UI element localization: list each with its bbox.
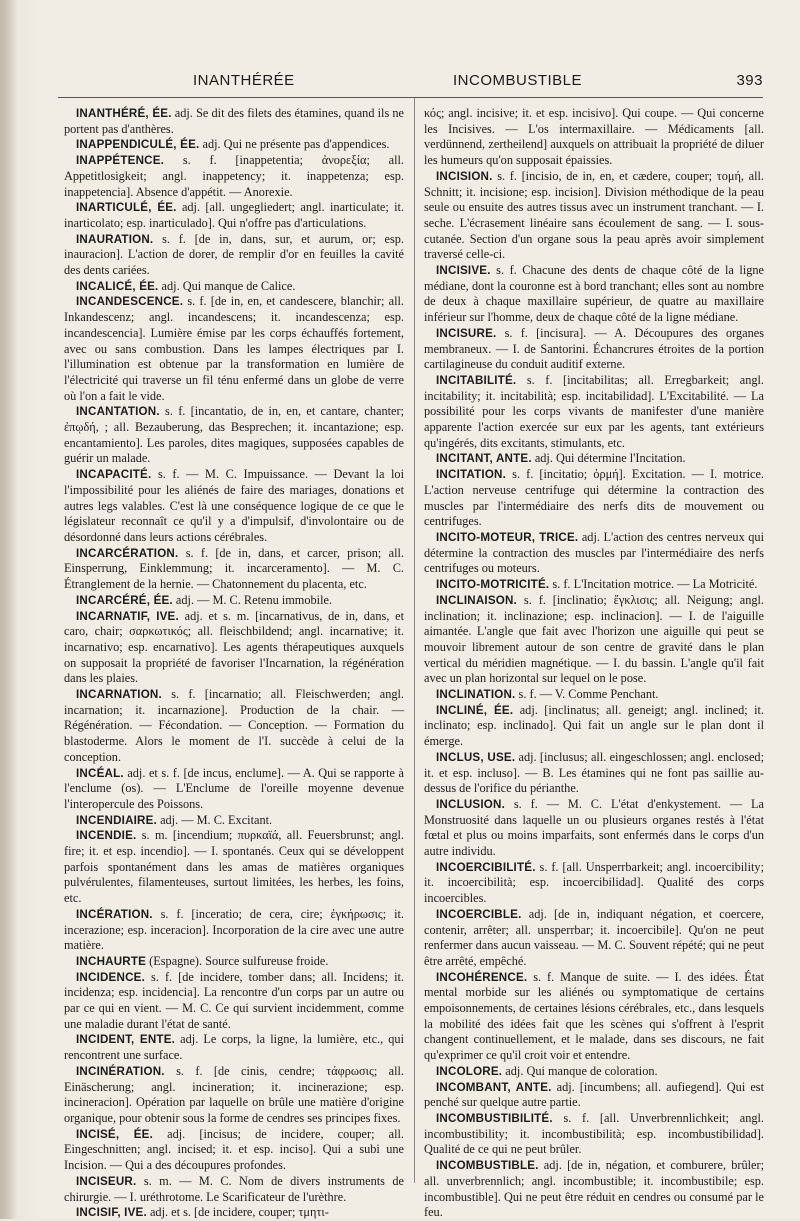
entry-definition: adj. [incumbens; all. aufiegend]. Qui est penché sur quelque autre partie. bbox=[424, 1079, 764, 1110]
dictionary-entry bbox=[64, 828, 404, 907]
entry-headword: INCENDIE. bbox=[76, 829, 137, 843]
entry-definition: adj. et s. m. [incarnativus, de in, dans, et caro, chair; σαρκωτικός; all. fleischbildend; angl. incarnative; it. incarnativo; esp. encarnativo]. Les agents thérapeutiques auxquels on supposait la propriété de favoriser l'Incarnation, la régénération dans les plaies. bbox=[64, 608, 405, 686]
entry-headword: INAPPÉTENCE. bbox=[76, 154, 165, 168]
page-binding-shadow bbox=[0, 0, 18, 1219]
entry-definition: adj. [inclinatus; all. geneigt; angl. inclined; it. inclinato; esp. inclinado]. Qui fait un angle sur le plan dont il émerge. bbox=[424, 702, 764, 749]
entry-definition: adj. [de in, indiquant négation, et coercere, contenir, arrêter; all. unsperrbar; it. incoercibile]. Qu'on ne peut renfermer dans aucun vaisseau. — M. C. Souvent répété; qui ne peut être arrêté, empêché. bbox=[424, 906, 764, 968]
entry-definition: adj. Qui manque de Calice. bbox=[158, 278, 296, 293]
entry-definition: adj. Le corps, la ligne, la lumière, etc., qui rencontrent une surface. bbox=[64, 1032, 404, 1063]
entry-headword: INCIDENT, ENTE. bbox=[76, 1033, 176, 1047]
dictionary-entry bbox=[424, 1080, 764, 1111]
entry-headword: INCISEUR. bbox=[76, 1174, 137, 1188]
dictionary-entry bbox=[64, 106, 404, 137]
dictionary-entry bbox=[424, 860, 764, 907]
entry-headword: INCARCÉRATION. bbox=[76, 546, 179, 560]
entry-definition: s. f. [all. Unsperrbarkeit; angl. incoercibility; it. incoercibilità; esp. incoercibilidad]. Qualité des corps incoercibles. bbox=[424, 859, 764, 906]
entry-headword: INCLINAISON. bbox=[436, 593, 517, 607]
entry-headword: INCISÉ, ÉE. bbox=[76, 1127, 154, 1141]
entry-headword: INCARCÉRÉ, ÉE. bbox=[76, 593, 173, 607]
dictionary-entry bbox=[424, 970, 764, 1064]
entry-headword: INAPPENDICULÉ, ÉE. bbox=[76, 138, 200, 152]
dictionary-entry bbox=[64, 593, 404, 609]
entry-headword: INCLINÉ, ÉE. bbox=[436, 703, 514, 717]
dictionary-entry bbox=[424, 169, 764, 263]
entry-headword: INCAPACITÉ. bbox=[76, 468, 152, 482]
dictionary-entry bbox=[64, 687, 404, 766]
entry-headword: INCITANT, ANTE. bbox=[436, 452, 532, 466]
entry-headword: INARTICULÉ, ÉE. bbox=[76, 201, 177, 215]
dictionary-entry bbox=[64, 1064, 404, 1127]
dictionary-entry bbox=[64, 1127, 404, 1174]
running-header bbox=[58, 72, 763, 94]
entry-headword: INCISURE. bbox=[436, 326, 497, 340]
entry-definition: s. f. — V. Comme Penchant. bbox=[515, 687, 659, 702]
dictionary-entry bbox=[64, 546, 404, 593]
entry-definition: adj. Qui manque de coloration. bbox=[502, 1063, 658, 1078]
entry-definition: s. f. [de in, dans, sur, et aurum, or; esp. inauracion]. L'action de dorer, de remplir d'or en feuilles la cavité des dents cariées. bbox=[64, 231, 404, 278]
header-rule bbox=[58, 97, 763, 98]
entry-definition: s. f. [de cinis, cendre; τάφρωσις; all. Einäscherung; angl. incineration; it. incinerazione; esp. incineracion]. Opération par laquelle on brûle une matière d'origine organique, pour obtenir sous la forme de cendres ses principes fixes. bbox=[64, 1063, 404, 1125]
entry-definition: s. f. [incantatio, de in, en, et cantare, chanter; ἐπῳδή, ; all. Bezauberung, das Besprechen; it. incantazione; esp. encantamiento]. Les paroles, dites magiques, supposées capables de guérir un malade. bbox=[64, 404, 404, 466]
entry-definition: s. f. Chacune des dents de chaque côté de la ligne médiane, dont la couronne est à bord tranchant; elles sont au nombre de deux à chaque maxillaire supérieur, de quatre au maxillaire inférieur sur l'homme, deux de chaque côté de la ligne médiane. bbox=[424, 263, 764, 325]
header-last-word: INCOMBUSTIBLE bbox=[453, 72, 583, 89]
entry-definition: s. f. L'Incitation motrice. — La Motricité. bbox=[549, 577, 758, 592]
entry-definition: s. f. [inceratio; de cera, cire; ἐγκήρωσις; it. incerazione; esp. inceracion]. Incorporation de la cire avec une autre matière. bbox=[64, 906, 404, 953]
entry-headword: INCOERCIBLE. bbox=[436, 907, 522, 921]
dictionary-entry bbox=[64, 1174, 404, 1205]
entry-definition: s. f. [incisura]. — A. Découpures des organes membraneux. — I. de Santorini. Échancrures étroites de la portion cartilagineuse du conduit auditif externe. bbox=[424, 325, 764, 372]
entry-definition: s. f. — M. C. L'état d'enkystement. — La Monstruosité dans laquelle un ou plusieurs organes restés à l'état fœtal et plus ou moins imparfaits, sont enfermés dans le corps d'un autre individu. bbox=[424, 796, 764, 859]
page-number: 393 bbox=[736, 72, 763, 89]
dictionary-entry bbox=[64, 467, 404, 546]
entry-definition: s. f. [de incidere, tomber dans; all. Incidens; it. incidenza; esp. incidencia]. La rencontre d'un corps par un autre ou par ce qui en vient. — M. C. Ce qui survient incidemment, comme une maladie durant l'état de santé. bbox=[64, 969, 404, 1031]
dictionary-entry bbox=[64, 404, 404, 467]
entry-headword: INCISION. bbox=[436, 169, 493, 183]
entry-headword: INCANTATION. bbox=[76, 405, 160, 419]
dictionary-entry bbox=[64, 970, 404, 1033]
dictionary-entry bbox=[424, 263, 764, 326]
dictionary-entry bbox=[424, 797, 764, 860]
entry-definition: s. f. Manque de suite. — I. des idées. État mental morbide sur les aliénés ou symptomatique de certains empoisonnements, de certaines lésions cérébrales, etc., dans lesquels la mobilité des idées fait que les scènes qui s'offrent à l'esprit changent continuellement, et le malade, dans ses discours, ne fait qu'exprimer ce qu'il croit voir et entendre. bbox=[424, 969, 764, 1063]
dictionary-entry bbox=[64, 954, 404, 970]
dictionary-entry bbox=[424, 467, 764, 530]
dictionary-entry bbox=[424, 593, 764, 687]
column-divider bbox=[414, 98, 415, 1183]
right-column bbox=[424, 106, 764, 1221]
entry-headword: INCISIVE. bbox=[436, 264, 491, 278]
entry-definition: κός; angl. incisive; it. et esp. incisivo]. Qui coupe. — Qui concerne les Incisives. — L'os intermaxillaire. — Médicaments [all. verdünnend, zertheilend] auxquels on attribuait la propriété de diluer les humeurs qu'on supposait épaissies. bbox=[424, 106, 764, 168]
entry-definition: adj. — M. C. Retenu immobile. bbox=[172, 592, 333, 607]
entry-headword: INCHAURTE bbox=[76, 954, 147, 968]
entry-headword: INCITABILITÉ. bbox=[436, 373, 517, 387]
entry-definition: s. m. — M. C. Nom de divers instruments de chirurgie. — I. uréthrotome. Le Scarificateur de l'urèthre. bbox=[64, 1173, 404, 1204]
entry-headword: INCITO-MOTRICITÉ. bbox=[436, 578, 550, 592]
dictionary-entry bbox=[64, 294, 404, 404]
dictionary-entry bbox=[64, 232, 404, 279]
dictionary-entry bbox=[424, 750, 764, 797]
entry-headword: INCOERCIBILITÉ. bbox=[436, 860, 536, 874]
entry-definition: adj. [de in, négation, et comburere, brûler; all. unverbrennlich; angl. incombustible; it. incombustibile; esp. incombustible]. Qui ne peut être réduit en cendres ou consumé par le feu. bbox=[424, 1158, 764, 1220]
entry-definition: s. f. [incisio, de in, en, et cædere, couper; τομή, all. Schnitt; it. incisione; esp. incision]. Division méthodique de la peau seule ou ensuite des autres tissus avec un instrument tranchant. — I. seche. L'écrasement linéaire sans écoulement de sang. — I. sous-cutanée. Section d'un organe sous la peau après avoir simplement traversé celle-ci. bbox=[424, 168, 764, 262]
dictionary-entry bbox=[64, 609, 404, 688]
entry-definition: (Espagne). Source sulfureuse froide. bbox=[146, 953, 329, 968]
entry-definition: s. f. [incarnatio; all. Fleischwerden; angl. incarnation; it. incarnazione]. Production de la chair. — Régénération. — Fécondation. — Conception. — Formation du blastoderme. Alors le moment de l'I. succède à celui de la conception. bbox=[64, 687, 404, 764]
entry-headword: INCITO-MOTEUR, TRICE. bbox=[436, 530, 579, 544]
dictionary-entry bbox=[64, 200, 404, 231]
entry-definition: s. f. [inclinatio; ἔγκλισις; all. Neigung; angl. inclination; it. inclinazione; esp. inclinacion]. — I. de l'aiguille aimantée. L'angle que fait avec l'horizon une aiguille qui peut se mouvoir librement autour de son centre de gravité dans le plan vertical du méridien magnétique. — I. du bassin. L'angle qu'il fait avec un plan horizontal sur lequel on le pose. bbox=[424, 592, 764, 686]
entry-headword: INCOMBANT, ANTE. bbox=[436, 1080, 552, 1094]
entry-headword: INCISIF, IVE. bbox=[76, 1206, 147, 1220]
entry-headword: INCOMBUSTIBLE. bbox=[436, 1159, 539, 1173]
entry-headword: INCIDENCE. bbox=[76, 970, 145, 984]
entry-headword: INCOMBUSTIBILITÉ. bbox=[436, 1112, 553, 1125]
header-first-word: INANTHÉRÉE bbox=[193, 72, 295, 89]
dictionary-entry bbox=[424, 1158, 764, 1221]
entry-definition: adj. et s. f. [de incus, enclume]. — A. Qui se rapporte à l'enclume (os). — L'Enclume de l'oreille moyenne devenue l'interopercule des Poissons. bbox=[64, 765, 404, 811]
entry-definition: adj. — M. C. Excitant. bbox=[157, 812, 273, 827]
entry-definition: adj. [all. ungegliedert; angl. inarticulate; it. inarticolato; esp. inarticulado]. Qui n'offre pas d'articulations. bbox=[64, 200, 404, 230]
entry-headword: INCÉAL. bbox=[76, 766, 124, 780]
entry-headword: INCLUS, USE. bbox=[436, 750, 516, 764]
dictionary-entry bbox=[424, 326, 764, 373]
entry-definition: adj. [incisus; de incidere, couper; all. Eingeschnitten; angl. incised; it. et esp. inciso]. Qui a subi une Incision. — Qui a des découpures profondes. bbox=[64, 1126, 405, 1173]
entry-definition: s. m. [incendium; πυρκαϊά, all. Feuersbrunst; angl. fire; it. et esp. incendio]. — I. spontanés. Ceux qui se développent parfois spontanément dans les amas de matières organiques pulvérulentes, filamenteuses, surtout limitées, les herbes, les foins, etc. bbox=[64, 828, 404, 906]
left-column bbox=[64, 106, 404, 1221]
entry-headword: INCARNATIF, IVE. bbox=[76, 609, 179, 623]
entry-headword: INCLINATION. bbox=[436, 688, 516, 702]
entry-definition: adj. Qui ne présente pas d'appendices. bbox=[199, 137, 390, 152]
dictionary-entry bbox=[424, 373, 764, 452]
entry-definition: s. f. [inappetentia; ἀνορεξία; all. Appetitlosigkeit; angl. inappetency; it. inappetenza; esp. inappetencia]. Absence d'appétit. — Anorexie. bbox=[64, 153, 404, 199]
dictionary-entry bbox=[424, 451, 764, 467]
dictionary-entry bbox=[424, 530, 764, 577]
entry-headword: INCOLORE. bbox=[436, 1064, 503, 1078]
dictionary-entry bbox=[64, 279, 404, 295]
entry-definition: s. f. [incitabilitas; all. Erregbarkeit; angl. incitability; it. incitabilità; esp. incitabilidad]. L'Excitabilité. — La possibilité pour les corps vivants de manifester d'une manière apparente l'action exercée sur eux par les agents, tant extérieurs qu'ingérés, dits excitants, stimulants, etc. bbox=[424, 372, 764, 450]
entry-definition: s. f. [de in, en, et candescere, blanchir; all. Inkandescenz; angl. incandescens; it. incandescenza; esp. incandescencia]. Lumière émise par les corps échauffés fortement, avec ou sans combustion. Dans les lampes électriques par I. l'illumination est obtenue par la transformation en lumière de l'électricité qui traverse un fil ténu enfermé dans un globe de verre où l'on a fait le vide. bbox=[64, 294, 404, 403]
dictionary-entry bbox=[64, 813, 404, 829]
dictionary-entry bbox=[64, 1032, 404, 1063]
entry-headword: INCENDIAIRE. bbox=[76, 813, 157, 827]
entry-definition: adj. Qui détermine l'Incitation. bbox=[531, 451, 686, 466]
entry-headword: INCINÉRATION. bbox=[76, 1064, 165, 1078]
entry-headword: INCANDESCENCE. bbox=[76, 295, 184, 309]
dictionary-entry bbox=[424, 577, 764, 593]
dictionary-entry bbox=[64, 907, 404, 954]
entry-definition: adj. et s. [de incidere, couper; τμητι- bbox=[146, 1205, 329, 1220]
entry-headword: INCALICÉ, ÉE. bbox=[76, 279, 159, 293]
entry-definition: s. f. [all. Unverbrennlichkeit; angl. incombustibility; it. incombustibilità; esp. incombustibilidad]. Qualité de ce qui ne peut brûler. bbox=[424, 1111, 764, 1157]
entry-headword: INCÉRATION. bbox=[76, 907, 153, 921]
dictionary-entry bbox=[64, 766, 404, 813]
dictionary-entry bbox=[424, 1064, 764, 1080]
dictionary-entry bbox=[424, 907, 764, 970]
entry-definition: s. f. [de in, dans, et carcer, prison; all. Einsperrung, Einklemmung; it. incarceramento]. — M. C. Étranglement de la hernie. — Chatonnement du placenta, etc. bbox=[64, 545, 404, 592]
dictionary-entry bbox=[424, 687, 764, 703]
dictionary-entry bbox=[64, 153, 404, 200]
dictionary-entry bbox=[424, 703, 764, 750]
entry-headword: INCOHÉRENCE. bbox=[436, 970, 528, 984]
entry-headword: INANTHÉRÉ, ÉE. bbox=[76, 107, 172, 120]
entry-definition: adj. L'action des centres nerveux qui détermine la contraction des muscles par l'intermédiaire des nerfs centrifuges ou moteurs. bbox=[424, 529, 764, 576]
entry-headword: INCARNATION. bbox=[76, 688, 162, 702]
entry-definition: adj. [inclusus; all. eingeschlossen; angl. enclosed; it. et esp. incluso]. — B. Les étamines qui ne font pas saillie au-dessus de l'orifice du périanthe. bbox=[424, 749, 764, 796]
entry-definition: s. f. [incitatio; ὁρμή]. Excitation. — I. motrice. L'action nerveuse centrifuge qui détermine la contraction des muscles par l'intermédiaire des nerfs dits de mouvement ou centrifuges. bbox=[424, 467, 764, 529]
entry-definition: adj. Se dit des filets des étamines, quand ils ne portent pas d'anthères. bbox=[64, 106, 405, 136]
dictionary-entry bbox=[64, 137, 404, 153]
entry-definition: s. f. — M. C. Impuissance. — Devant la loi l'impossibilité pour les aliénés de faire des mariages, donations et autres legs valables. C'est là une conséquence logique de ce que le législateur reconnaît ce qu'il y a d'impulsif, d'involontaire ou de désordonné dans leurs actions cérébrales. bbox=[64, 467, 404, 544]
entry-headword: INCLUSION. bbox=[436, 797, 505, 811]
dictionary-entry bbox=[424, 106, 764, 169]
dictionary-entry bbox=[424, 1111, 764, 1158]
entry-headword: INCITATION. bbox=[436, 468, 507, 482]
entry-headword: INAURATION. bbox=[76, 232, 154, 246]
